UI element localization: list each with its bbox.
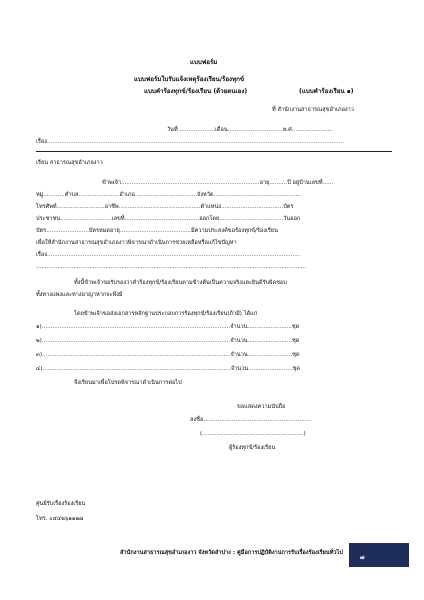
signature-line: ลงชื่อ............................................................. bbox=[190, 417, 312, 423]
attachment-item: ๒)..........................................................................................................จำนวน.........................ชุด bbox=[36, 338, 300, 344]
page-number: ๗ bbox=[360, 554, 365, 561]
body-line: ........................................................................................................................................................ bbox=[36, 264, 307, 270]
attachment-item: ๑)..........................................................................................................จำนวน.........................ชุด bbox=[36, 324, 300, 330]
signature-name: (.........................................................) bbox=[200, 431, 306, 437]
footer-text: สำนักงานสาธารณสุขอำเภองาว จังหวัดลำปาง : คู่มือการปฏิบัติงานการรับเรื่องร้องเรียนทั่วไป bbox=[120, 550, 343, 556]
complaint-center: ศูนย์รับเรื่องร้องเรียน bbox=[36, 501, 86, 507]
divider-rule bbox=[36, 151, 392, 152]
form-subtitle: แบบคำร้องทุกข์/ร้องเรียน (ด้วยตนเอง) bbox=[144, 88, 248, 95]
phone-number: โทร. ๐๕๔๒๖๑๑๒๗ bbox=[36, 516, 84, 522]
signature-role: ผู้ร้องทุกข์/ร้องเรียน bbox=[229, 445, 276, 451]
statement-line: ทั้งทางแพ่งและทางอาญาหากจะพึงมี bbox=[36, 292, 123, 298]
attachment-item: ๔)..........................................................................................................จำนวน.........................ชุด bbox=[36, 366, 300, 372]
body-line: ประชาชน.............................เลขที่..........................................ออกโดย....................................วันออก bbox=[36, 216, 301, 222]
form-title: แบบฟอร์มใบรับแจ้งเหตุร้องเรียน/ร้องทุกข์ bbox=[134, 76, 245, 83]
date-line: วันที่ ....................เดือน...............................พ.ศ....................... bbox=[167, 127, 333, 133]
body-line: โทรศัพท์...........................อาชีพ..............................................ตำแหน่ง...................................บัตร bbox=[36, 204, 294, 210]
office-line: ที่ สำนักงานสาธารณสุขอำเภองาว bbox=[272, 107, 354, 113]
form-label: แบบฟอร์ม bbox=[190, 59, 218, 66]
page-number-badge bbox=[349, 543, 409, 567]
closing-request: จึงเรียนมาเพื่อโปรดพิจารณาดำเนินการต่อไป bbox=[74, 380, 182, 386]
body-line: เรื่อง.............................................................................................................................................. bbox=[36, 252, 300, 258]
subject-line: เรื่อง....................................................................................................................................................................... bbox=[36, 139, 344, 145]
body-line: เพื่อให้สำนักงานสาธารณสุขอำเภองาวพิจารณาดำเนินการช่วยเหลือหรือแก้ไขปัญหา bbox=[36, 240, 237, 246]
attachments-intro: โดยข้าพเจ้าขอส่งเอกสารหลักฐานประกอบการร้องทุกข์/ร้องเรียน(ถ้ามี) ได้แก่ bbox=[74, 311, 258, 317]
body-line: ข้าพเจ้า..............................................................................อายุ..........ปี อยู่บ้านเลขที่...... bbox=[102, 180, 334, 186]
salutation: เรียน สาธารณสุขอำเภองาว bbox=[36, 160, 103, 166]
signature-regards: ขอแสดงความนับถือ bbox=[237, 404, 286, 410]
body-line: บัตร........................บัตรหมดอายุ........................................มีความประสงค์ขอร้องทุกข์/ร้องเรียน bbox=[36, 228, 278, 234]
statement-line: ทั้งนี้ข้าพเจ้าขอรับรองว่าคำร้องทุกข์/ร้องเรียนตามข้างต้นเป็นความจริงและยินดีรับผิดชอบ bbox=[74, 280, 287, 286]
form-code: (แบบคำร้องเรียน ๑) bbox=[299, 88, 354, 95]
attachment-item: ๓)..........................................................................................................จำนวน.........................ชุด bbox=[36, 352, 300, 358]
body-line: หมู่............ตำบล.......................อำเภอ...................................จังหวัด................................................. bbox=[36, 192, 301, 198]
